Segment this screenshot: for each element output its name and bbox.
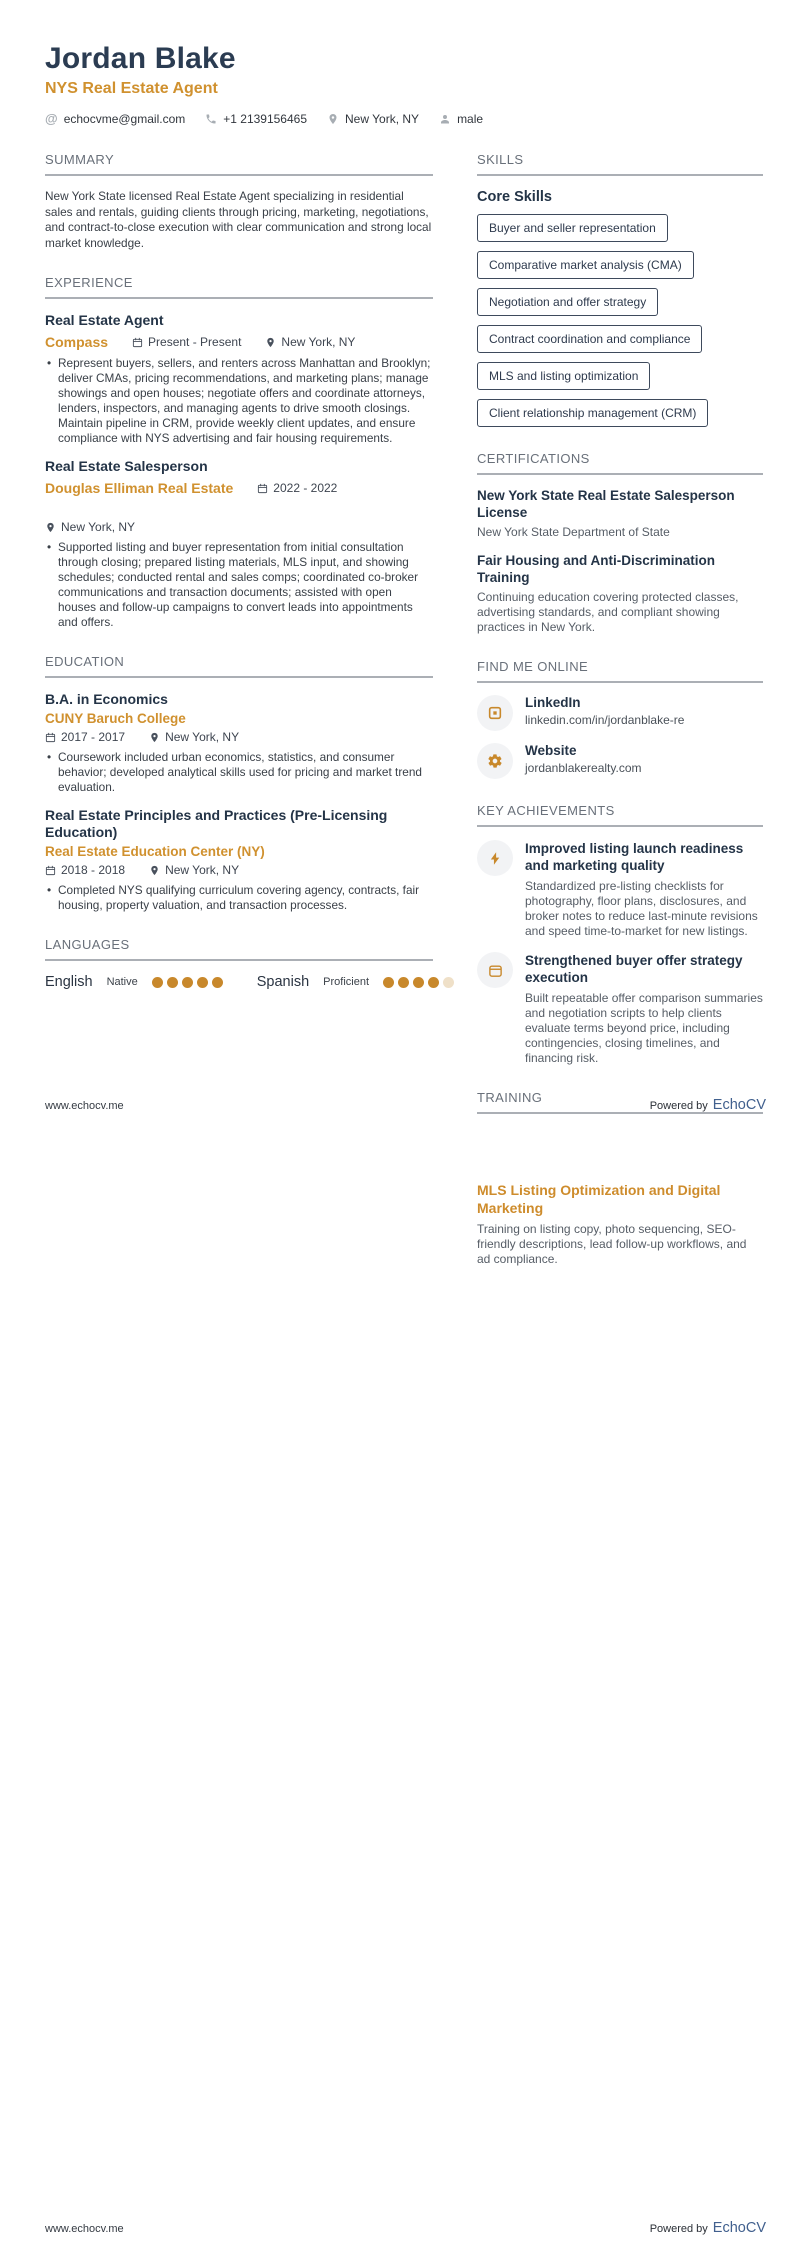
skills-heading: SKILLS (477, 152, 763, 176)
skill-chip: MLS and listing optimization (477, 362, 650, 390)
skills-group-title: Core Skills (477, 189, 552, 205)
contact-gender (439, 112, 483, 126)
job-title: Real Estate Salesperson (45, 458, 208, 474)
person-icon (439, 113, 451, 125)
languages-heading: LANGUAGES (45, 937, 433, 961)
lightning-icon (477, 840, 513, 876)
gear-icon (477, 743, 513, 779)
training-title: MLS Listing Optimization and Digital Marketing (477, 1182, 721, 1216)
job-bullet: • Represent buyers, sellers, and renters across Manhattan and Brooklyn; deliver CMAs, pricing recommendations, and marketing plans; manage showings and open houses; negotiate offers and coordinate attorneys, lenders, inspectors, and managing agents to drive smooth closings. Maintain pipeline in CRM, provide weekly client updates, and ensure compliance with NYS advertising and fair housing requirements. (45, 356, 433, 446)
education-dates (45, 863, 125, 877)
experience-item (45, 312, 433, 446)
pin-icon (265, 337, 276, 348)
online-profile-url[interactable]: linkedin.com/in/jordanblake-re (525, 713, 685, 727)
calendar-icon (257, 483, 268, 494)
key-achievements-section (477, 803, 763, 1066)
calendar-icon (45, 732, 56, 743)
languages-section (45, 937, 433, 990)
page-footer (45, 2220, 766, 2236)
job-location-text: New York, NY (281, 335, 356, 349)
language-level: Native (106, 976, 138, 988)
education-bullet: • Completed NYS qualifying curriculum covering agency, contracts, fair housing, property valuation, and transaction processes. (45, 883, 433, 913)
powered-by (650, 2220, 766, 2236)
achievement-body: Built repeatable offer comparison summaries and negotiation scripts to help clients evaluate terms beyond price, including contingencies, closing timelines, and financing risk. (525, 991, 763, 1065)
degree-title: Real Estate Principles and Practices (Pre-Licensing Education) (45, 807, 388, 840)
pin-icon (149, 732, 160, 743)
powered-by-text: Powered by (649, 1100, 708, 1112)
training-heading: TRAINING (477, 1090, 763, 1114)
experience-section (45, 275, 433, 630)
calendar-icon (45, 865, 56, 876)
echocv-brand[interactable]: EchoCV (712, 1097, 766, 1113)
achievement-item (477, 952, 763, 1066)
skills-section (477, 152, 763, 427)
skill-chip: Contract coordination and compliance (477, 325, 702, 353)
find-me-online-heading: FIND ME ONLINE (477, 659, 763, 683)
calendar-icon (132, 337, 143, 348)
proficiency-dot (428, 977, 439, 988)
education-section (45, 654, 433, 913)
proficiency-dot (413, 977, 424, 988)
contact-email[interactable] (45, 111, 185, 126)
echocv-brand[interactable]: EchoCV (712, 2220, 766, 2236)
skill-chip: Buyer and seller representation (477, 214, 668, 242)
contact-location (327, 112, 419, 126)
school-name: CUNY Baruch College (45, 711, 186, 726)
page-footer (45, 1097, 766, 1113)
powered-by (650, 1097, 766, 1113)
education-heading: EDUCATION (45, 654, 433, 678)
pin-icon (327, 113, 339, 125)
proficiency-dot (212, 977, 223, 988)
training-body: Training on listing copy, photo sequencing, SEO-friendly descriptions, lead follow-up workflows, and ad compliance. (477, 1222, 747, 1266)
job-dates-text: 2022 - 2022 (273, 481, 338, 495)
certification-title: Fair Housing and Anti-Discrimination Training (477, 553, 716, 585)
achievement-body: Standardized pre-listing checklists for photography, floor plans, disclosures, and broker notes to reduce last-minute revisions and speed time-to-market for new listings. (525, 879, 758, 938)
education-dates-text: 2017 - 2017 (61, 730, 126, 744)
education-item (45, 691, 433, 795)
language-proficiency-dots (383, 977, 454, 988)
phone-icon (205, 113, 217, 125)
language-level: Proficient (323, 976, 370, 988)
training-item (477, 1181, 763, 1267)
summary-text: New York State licensed Real Estate Agent specializing in residential sales and rentals, guiding clients through pricing, marketing, negotiations, and contract-to-close execution with clear communication and strong local market knowledge. (45, 189, 432, 250)
education-location-text: New York, NY (165, 730, 240, 744)
proficiency-dot (167, 977, 178, 988)
calendar-icon (477, 952, 513, 988)
page-2 (0, 1123, 794, 2246)
skill-chip: Client relationship management (CRM) (477, 399, 708, 427)
achievement-title: Improved listing launch readiness and marketing quality (525, 841, 744, 873)
job-dates-text: Present - Present (148, 335, 242, 349)
candidate-name: Jordan Blake (45, 42, 236, 75)
certifications-heading: CERTIFICATIONS (477, 451, 763, 475)
candidate-title: NYS Real Estate Agent (45, 80, 218, 97)
summary-heading: SUMMARY (45, 152, 433, 176)
certification-item (477, 487, 763, 540)
key-achievements-heading: KEY ACHIEVEMENTS (477, 803, 763, 827)
job-location-text: New York, NY (61, 520, 136, 534)
proficiency-dot (398, 977, 409, 988)
echocv-site-link[interactable]: www.echocv.me (45, 1100, 124, 1112)
powered-by-text: Powered by (649, 2223, 708, 2235)
job-title: Real Estate Agent (45, 312, 164, 328)
degree-title: B.A. in Economics (45, 691, 168, 707)
contact-gender-text: male (457, 111, 484, 126)
proficiency-dot (383, 977, 394, 988)
proficiency-dot (197, 977, 208, 988)
job-dates (132, 335, 241, 349)
contact-row (45, 111, 763, 126)
job-location (45, 520, 135, 534)
resume-header (45, 42, 763, 126)
pin-icon (45, 522, 56, 533)
achievement-title: Strengthened buyer offer strategy execution (525, 953, 743, 985)
certifications-section (477, 451, 763, 635)
language-name: Spanish (256, 974, 310, 990)
certification-title: New York State Real Estate Salesperson License (477, 488, 735, 520)
experience-item (45, 458, 433, 630)
linkedin-icon (477, 695, 513, 731)
skill-chip: Comparative market analysis (CMA) (477, 251, 694, 279)
job-bullet: • Supported listing and buyer representation from initial consultation through closing; prepared listing materials, MLS input, and showing schedules; conducted rental and sales comps; coordinated co-broker communications and transaction documents; assisted with open houses and follow-up campaigns to convert leads into appointments and offers. (45, 540, 433, 630)
language-proficiency-dots (152, 977, 223, 988)
education-location (149, 730, 239, 744)
contact-location-text: New York, NY (345, 111, 420, 126)
education-dates (45, 730, 125, 744)
school-name: Real Estate Education Center (NY) (45, 844, 265, 859)
company-name: Douglas Elliman Real Estate (45, 480, 234, 496)
education-location (149, 863, 239, 877)
proficiency-dot (182, 977, 193, 988)
contact-email-text: echocvme@gmail.com (63, 111, 186, 126)
company-name: Compass (45, 334, 109, 350)
proficiency-dot (443, 977, 454, 988)
certification-subtitle: New York State Department of State (477, 525, 670, 539)
online-profile-linkedin (477, 695, 763, 731)
education-item (45, 807, 433, 913)
echocv-site-link[interactable]: www.echocv.me (45, 2223, 124, 2235)
online-profile-label: Website (525, 743, 577, 758)
online-profile-url[interactable]: jordanblakerealty.com (525, 761, 642, 775)
at-icon: @ (45, 111, 58, 126)
language-name: English (45, 974, 93, 990)
skill-chip: Negotiation and offer strategy (477, 288, 658, 316)
job-dates (257, 481, 337, 495)
education-dates-text: 2018 - 2018 (61, 863, 126, 877)
online-profile-website (477, 743, 763, 779)
education-bullet: • Coursework included urban economics, statistics, and consumer behavior; developed analytical skills used for pricing and market trend evaluation. (45, 750, 433, 795)
certification-item (477, 552, 763, 635)
pin-icon (149, 865, 160, 876)
summary-section (45, 152, 433, 251)
proficiency-dot (152, 977, 163, 988)
achievement-item (477, 840, 763, 939)
job-location (265, 335, 355, 349)
find-me-online-section (477, 659, 763, 779)
education-location-text: New York, NY (165, 863, 240, 877)
contact-phone[interactable] (205, 112, 307, 126)
experience-heading: EXPERIENCE (45, 275, 433, 299)
certification-subtitle: Continuing education covering protected classes, advertising standards, and compliant showing practices in New York. (477, 590, 739, 634)
language-item (45, 974, 223, 990)
online-profile-label: LinkedIn (525, 695, 581, 710)
language-item (257, 974, 454, 990)
contact-phone-text: +1 2139156465 (223, 111, 308, 126)
